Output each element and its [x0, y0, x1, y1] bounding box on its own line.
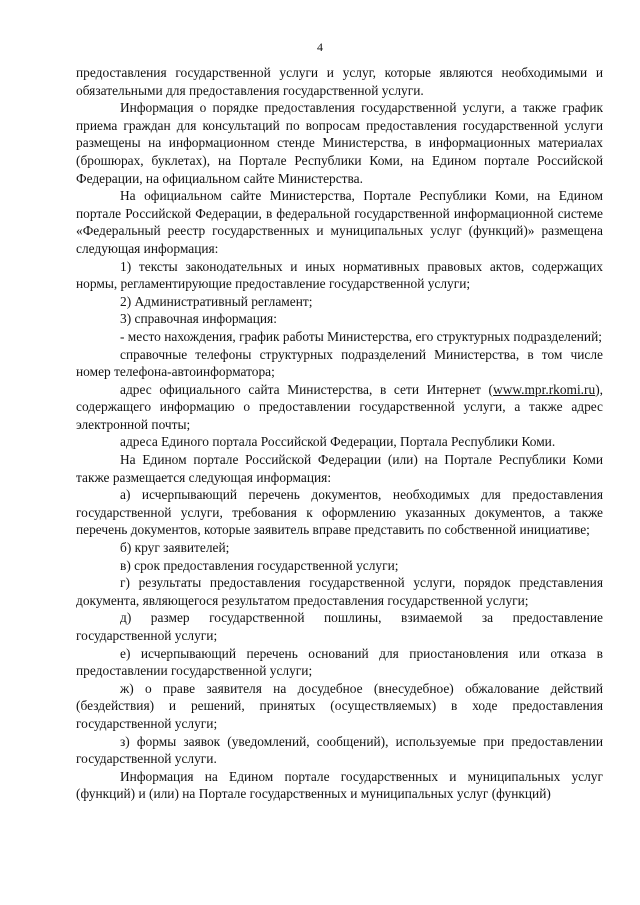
paragraph: 3) справочная информация: — [120, 311, 277, 327]
paragraph: 2) Административный регламент; — [120, 293, 313, 309]
paragraph: 1) тексты законодательных и иных нормативных правовых актов, содержащих нормы, регламентирующие предоставление государственной услуги; — [76, 258, 603, 292]
paragraph: г) результаты предоставления государственной услуги, порядок представления документа, являющегося результатом предоставления государственной услуги; — [76, 575, 603, 608]
paragraph: справочные телефоны структурных подразделений Министерства, в том числе номер телефона-автоинформатора; — [76, 346, 603, 380]
paragraph: Информация на Едином портале государственных и муниципальных услуг (функций) и (или) на Портале государственных и муниципальных услуг (функций) — [76, 768, 603, 802]
paragraph: а) исчерпывающий перечень документов, необходимых для предоставления государственной услуги, требования к оформлению указанных документов, а также перечень документов, которые заявитель вправе представить по собственной инициативе; — [76, 487, 603, 538]
paragraph: в) срок предоставления государственной услуги; — [120, 557, 399, 573]
paragraph: з) формы заявок (уведомлений, сообщений), используемые при предоставлении государственной услуги. — [76, 733, 603, 767]
paragraph: ж) о праве заявителя на досудебное (внесудебное) обжалование действий (бездействия) и решений, принятых (осуществляемых) в ходе предоставления государственной услуги; — [76, 680, 603, 731]
paragraph: б) круг заявителей; — [120, 540, 230, 556]
website-link[interactable]: www.mpr.rkomi.ru — [493, 381, 596, 397]
page-number: 4 — [317, 40, 323, 54]
document-body — [76, 64, 603, 803]
paragraph: адреса Единого портала Российской Федерации, Портала Республики Коми. — [120, 434, 556, 450]
paragraph-website: адрес официального сайта Министерства, в сети Интернет (www.mpr.rkomi.ru), содержащего информацию о предоставлении государственной услуги, а также адрес электронной почты; — [76, 381, 603, 432]
paragraph: - место нахождения, график работы Министерства, его структурных подразделений; — [120, 328, 602, 344]
paragraph: Информация о порядке предоставления государственной услуги, а также график приема граждан для консультаций по вопросам предоставления государственной услуги размещены на информационном стенде Министерства, в информационных материалах (брошюрах, буклетах), на Портале Республики Коми, на Едином портале Российской Федерации, на официальном сайте Министерства. — [76, 100, 603, 186]
paragraph: На Едином портале Российской Федерации (или) на Портале Республики Коми также размещается следующая информация: — [76, 452, 603, 485]
paragraph: е) исчерпывающий перечень оснований для приостановления или отказа в предоставлении государственной услуги; — [76, 645, 603, 679]
paragraph: На официальном сайте Министерства, Портале Республики Коми, на Едином портале Российской Федерации, в федеральной государственной информационной системе «Федеральный реестр государственных и муниципальных услуг (функций)» размещена следующая информация: — [76, 188, 603, 256]
paragraph: предоставления государственной услуги и услуг, которые являются необходимыми и обязательными для предоставления государственной услуги. — [76, 65, 603, 98]
paragraph: д) размер государственной пошлины, взимаемой за предоставление государственной услуги; — [76, 610, 603, 643]
